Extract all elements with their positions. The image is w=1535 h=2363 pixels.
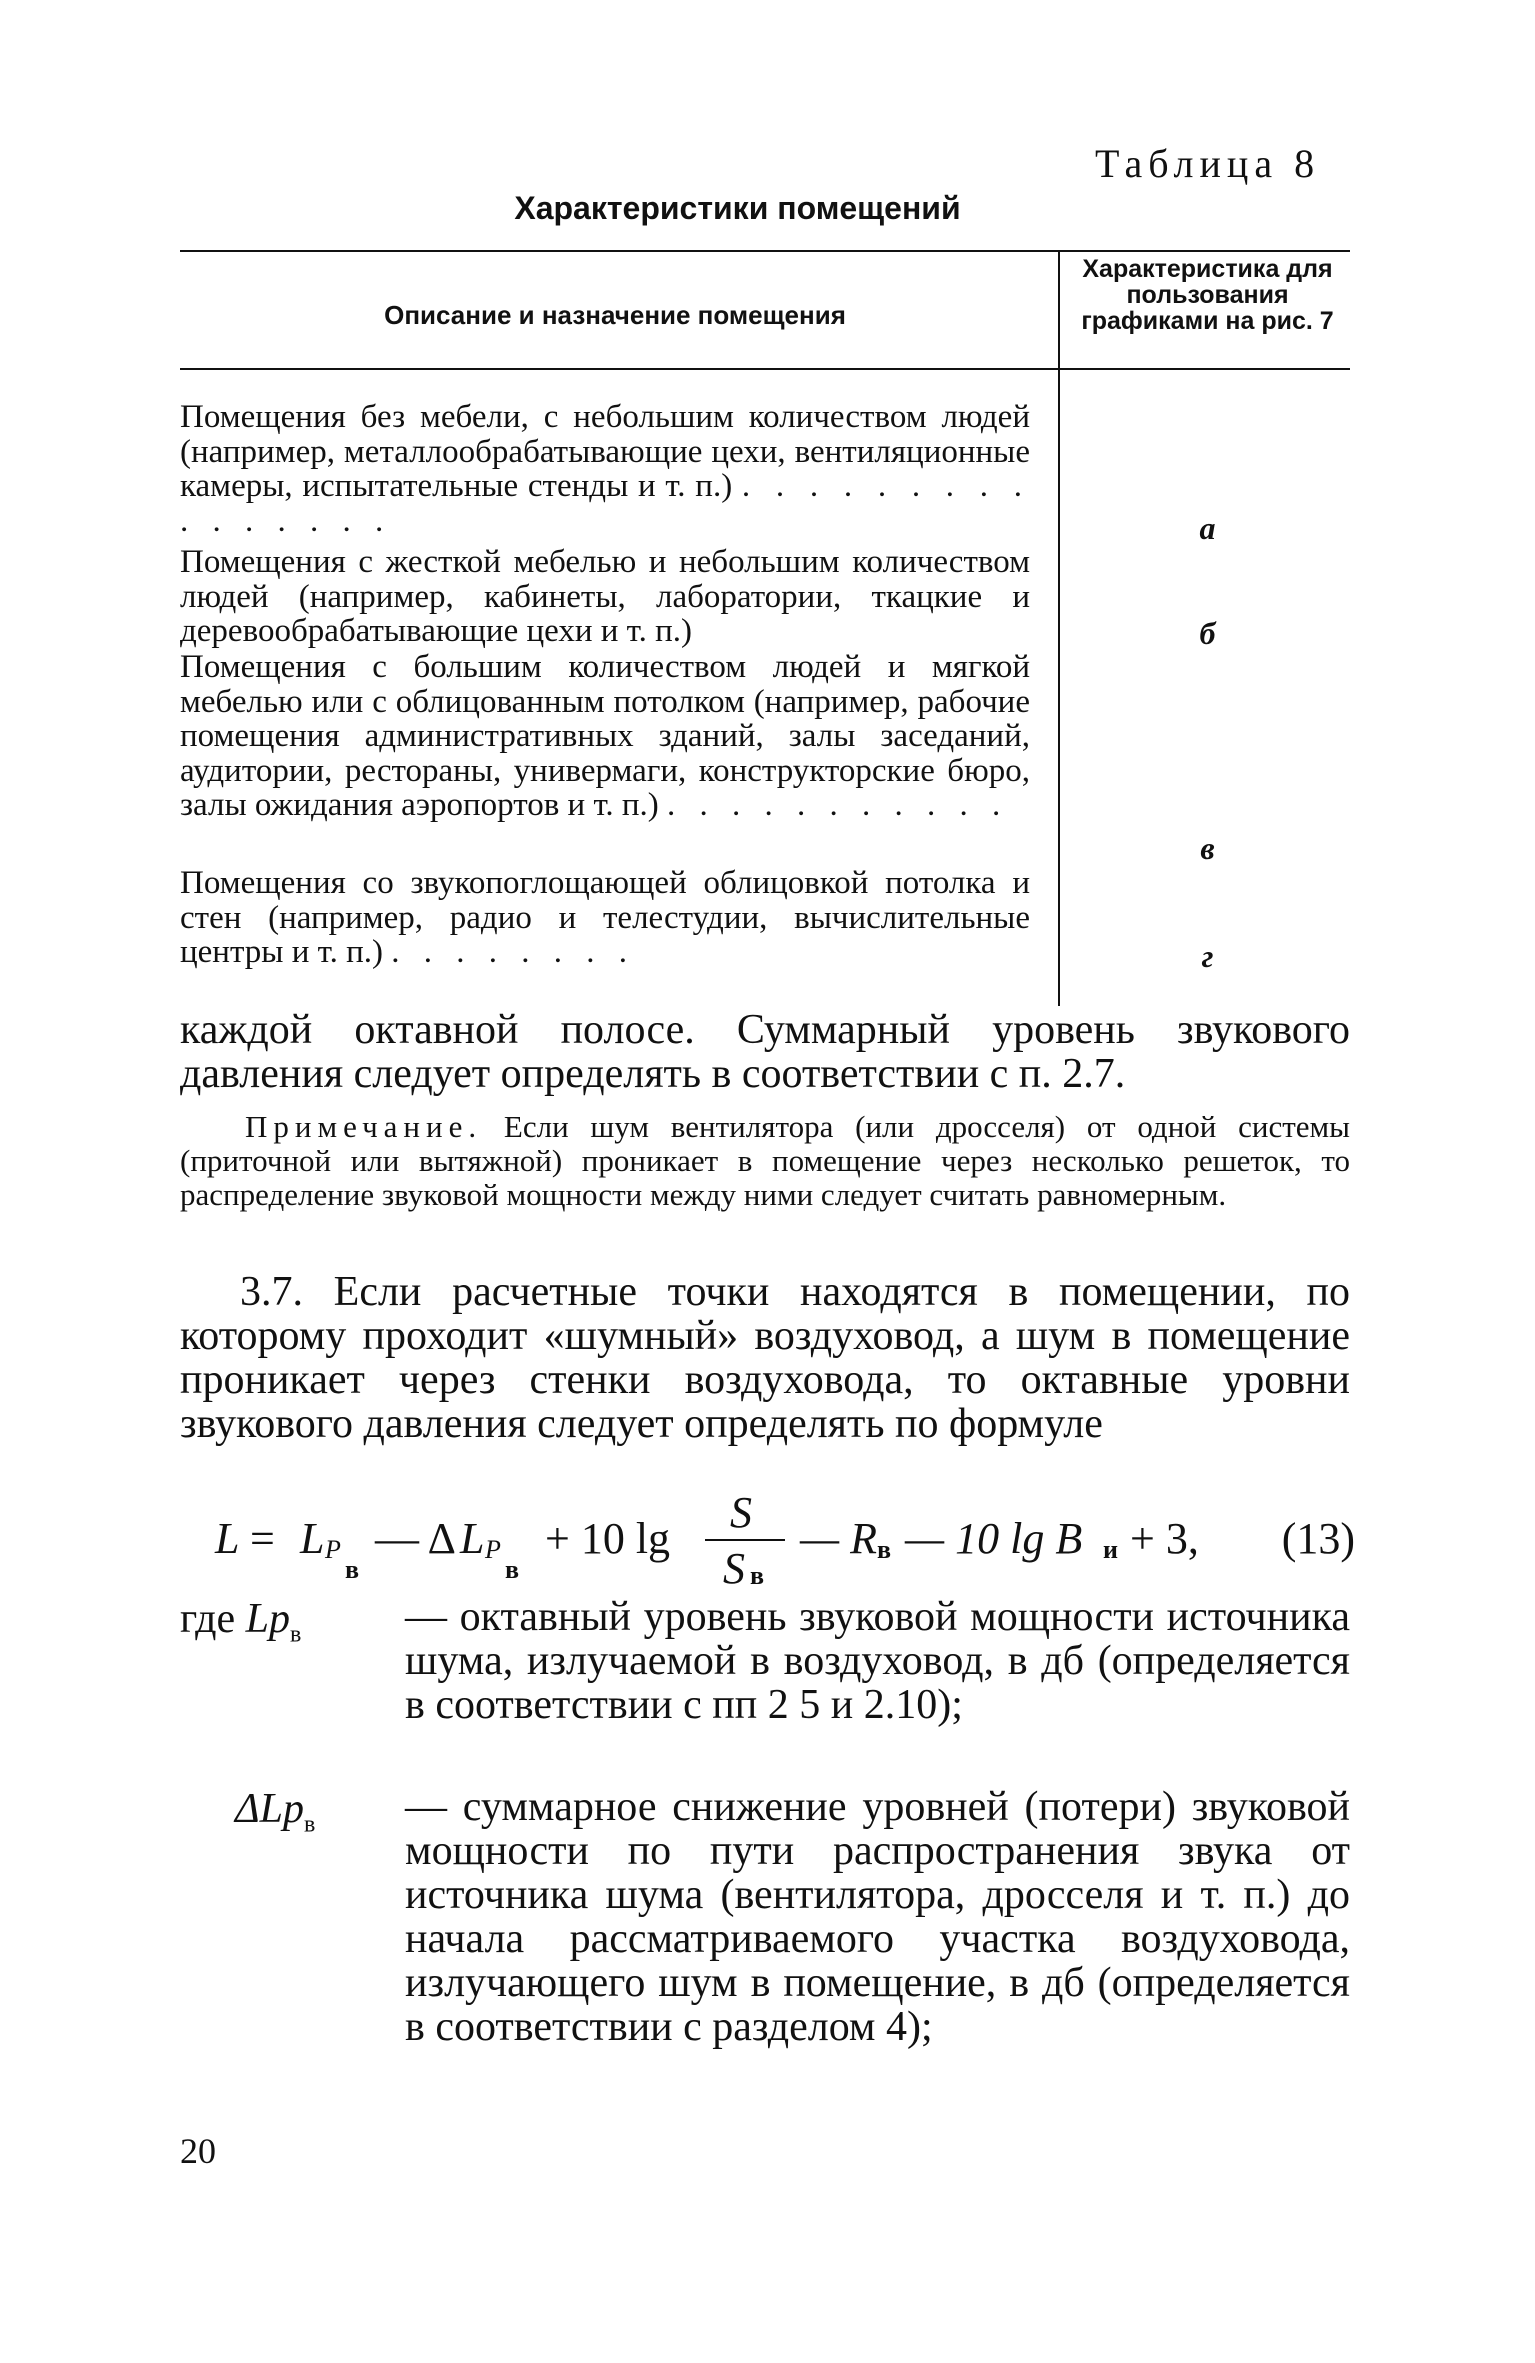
table-row-value: в	[1200, 830, 1215, 866]
note-text: Если шум вентилятора (или дросселя) от одной системы (приточной или вытяжной) проникает в помещение через несколько решеток, то распределение звуковой мощности между ними следует считать равномерным.	[180, 1109, 1351, 1212]
table-row-value: г	[1201, 938, 1214, 974]
table-header-rule	[180, 368, 1350, 370]
table-title	[0, 190, 1535, 227]
formula-lhs: L	[215, 1514, 240, 1563]
formula-term1-subsub: в	[345, 1555, 360, 1584]
definition-symbol: Lp	[245, 1596, 291, 1642]
formula-number: (13)	[1281, 1514, 1355, 1563]
definition-symbol-sub: в	[290, 1621, 302, 1648]
formula-r-sub: в	[877, 1535, 892, 1564]
formula-term2-sub: P	[485, 1535, 501, 1564]
formula-term1: L	[300, 1514, 325, 1563]
row-description: Помещения со звукопоглощающей облицовкой потолка и стен (например, радио и телестудии, вычислительные центры и т. п.)	[180, 865, 1030, 970]
definition-prefix: где	[180, 1596, 236, 1642]
paragraph-continuation: каждой октавной полосе. Суммарный уровень звукового давления следует определять в соответствии с п. 2.7.	[180, 1007, 1350, 1097]
formula-fraction-bar	[705, 1539, 785, 1541]
table-label: Таблица 8	[1095, 141, 1321, 186]
definition-term	[235, 1785, 315, 1838]
formula-term2-subsub: в	[505, 1555, 520, 1584]
table-row-text	[180, 545, 1030, 649]
row-description: Помещения с большим количеством людей и мягкой мебелью или с облицованным потолком (например, рабочие помещения административных зданий, залы заседаний, аудитории, рестораны, универмаги, конструкторские бюро, залы ожидания аэропортов и т. п.)	[180, 649, 1030, 823]
formula-minus-delta: — Δ	[375, 1514, 456, 1563]
definition-text: — суммарное снижение уровней (потери) звуковой мощности по пути распространения звука от источника шума (вентилятора, дросселя и т. п.) до начала рассматриваемого участка воздуховода, излучающего шум в помещение, в дб (определяется в соответствии с разделом 4);	[405, 1784, 1350, 2050]
formula-r-term: — R	[800, 1514, 877, 1563]
table-top-rule	[180, 250, 1350, 252]
row-leader-dots: . . . . . . . . . . . . . . . .	[180, 468, 1031, 539]
paragraph-3-7: 3.7. Если расчетные точки находятся в помещении, по которому проходит «шумный» воздуховод, а шум в помещение проникает через стенки воздуховода, то октавные уровни звукового давления следует определять по формуле	[180, 1269, 1350, 1447]
definition-symbol: ΔLp	[235, 1786, 305, 1832]
formula-frac-num: S	[730, 1488, 752, 1537]
row-description: Помещения с жесткой мебелью и небольшим количеством людей (например, кабинеты, лаборатории, ткацкие и деревообрабатывающие цехи и т. п.)	[180, 544, 1030, 649]
formula-tail: + 3,	[1130, 1514, 1199, 1563]
page-number: 20	[180, 2131, 216, 2171]
column-header-characteristic: Характеристика для пользования графиками на рис. 7	[1081, 255, 1334, 335]
definition-text: — октавный уровень звуковой мощности источника шума, излучаемой в воздуховод, в дб (определяется в соответствии с пп 2 5 и 2.10);	[405, 1594, 1350, 1728]
column-header-description: Описание и назначение помещения	[384, 300, 846, 330]
table-row-text	[180, 400, 1030, 538]
formula-term2: L	[460, 1514, 485, 1563]
formula-term1-sub: P	[325, 1535, 341, 1564]
table-row-text	[180, 650, 1030, 823]
table-row-value: а	[1199, 510, 1216, 546]
formula-b-term: — 10 lg B	[905, 1514, 1083, 1563]
row-description: Помещения без мебели, с небольшим количеством людей (например, металлообрабатывающие цехи, вентиляционные камеры, испытательные стенды и т. п.)	[180, 399, 1030, 504]
definition-symbol-sub: в	[304, 1811, 316, 1838]
row-leader-dots: . . . . . . . .	[391, 934, 635, 970]
table-column-divider	[1058, 252, 1060, 1006]
row-leader-dots: . . . . . . . . . . .	[667, 787, 1009, 823]
formula-b-sub: и	[1103, 1535, 1118, 1564]
note-label: Примечание.	[245, 1109, 483, 1144]
formula-plus-lg: + 10 lg	[545, 1514, 671, 1563]
table-row-text	[180, 866, 1030, 970]
definition-term	[180, 1595, 301, 1648]
formula-frac-den: S	[723, 1544, 745, 1593]
formula-13	[215, 1488, 1355, 1593]
formula-equals: =	[250, 1514, 275, 1563]
note	[180, 1110, 1350, 1212]
table-row-value: б	[1199, 615, 1216, 651]
formula-frac-den-sub: в	[750, 1561, 765, 1590]
table-title-text: Характеристики помещений	[514, 190, 961, 226]
